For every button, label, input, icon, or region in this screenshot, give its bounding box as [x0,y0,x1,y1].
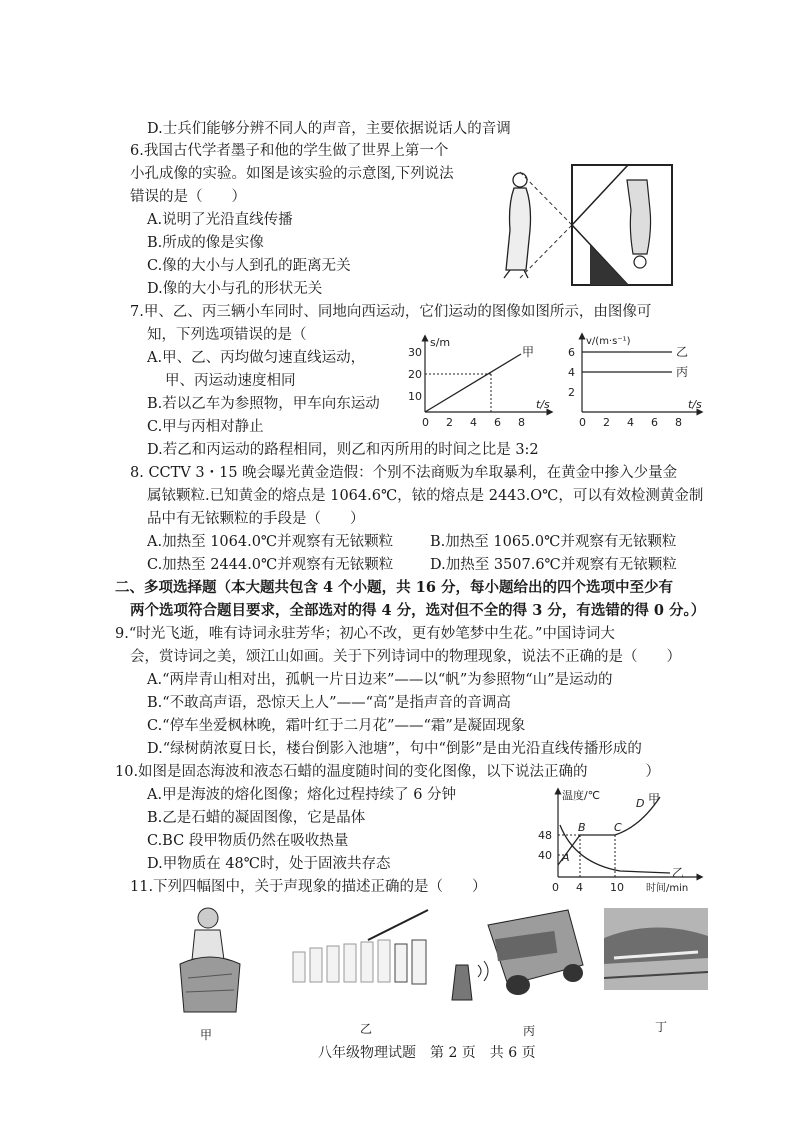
q8-option-d: D.加热至 3507.6℃并观察有无铱颗粒 [430,557,677,573]
q6-stem-line2: 小孔成像的实验。如图是该实验的示意图,下列说法 [130,166,454,182]
section2-heading-line2: 两个选项符合题目要求，全部选对的得 4 分，选对但不全的得 3 分，有选错的得 0 分。） [130,602,706,619]
q9-option-c: C.“停车坐爱枫林晚，霜叶红于二月花”——“霜”是凝固现象 [147,718,526,734]
q7-option-d: D.若乙和丙运动的路程相同，则乙和丙所用的时间之比是 3:2 [147,442,539,458]
q7-g2-curve-label: 丙 [676,365,689,379]
q7-option-a: A.甲、乙、丙均做匀速直线运动， [147,350,366,366]
q7-g2-xtick: 4 [627,416,634,429]
page-footer: 八年级物理试题 第 2 页 共 6 页 [318,1045,536,1061]
q7-g1-xlabel: t/s [536,398,550,411]
q6-option-a: A.说明了光沿直线传播 [147,212,293,228]
q7-g1-xtick: 8 [518,416,525,429]
q10-point-label: D [636,797,645,810]
q7-g1-curve-label: 甲 [522,345,535,359]
q7-g1-line-jia [425,354,521,412]
q7-g1-ytick: 30 [408,346,422,359]
q7-g2-ytick: 6 [568,346,575,359]
q8-option-a: A.加热至 1064.0℃并观察有无铱颗粒 [147,534,394,550]
q7-g1-xtick: 6 [494,416,501,429]
section2-heading-line1: 二、多项选择题（本大题共包含 4 个小题，共 16 分，每小题给出的四个选项中至少有 [115,579,673,596]
q8-stem-line3: 品中有无铱颗粒的手段是（ ） [147,511,365,527]
q10-stem: 10.如图是固态海波和液态石蜡的温度随时间的变化图像，以下说法正确的 ） [115,764,661,780]
q6-stem-line3: 错误的是（ ） [130,189,246,205]
q9-option-a: A.“两岸青山相对出，孤帆一片日边来”——以“帆”为参照物“山”是运动的 [147,672,613,688]
q5-option-d: D.士兵们能够分辨不同人的声音，主要依据说话人的音调 [147,121,511,137]
q7-option-a-cont: 甲、丙运动速度相同 [165,373,296,389]
q7-g1-ytick: 10 [408,390,422,403]
q8-stem-line2: 属铱颗粒.已知黄金的熔点是 1064.6℃，铱的熔点是 2443.O℃，可以有效检测黄金制 [147,488,704,504]
q10-curve-jia [558,797,660,865]
q11-picture-yi [288,900,438,1000]
q7-g2-ylabel: v/(m·s⁻¹) [586,336,631,347]
q7-g1-ylabel: s/m [430,336,451,349]
q10-ylabel: 温度/℃ [562,789,601,802]
q8-option-c: C.加热至 2444.0℃并观察有无铱颗粒 [147,557,394,573]
q7-g2-ytick: 2 [568,386,575,399]
pinhole-camera-figure [490,150,680,300]
q10-curve-label: 甲 [648,792,661,806]
q7-v-t-graph [560,330,710,440]
q7-option-b: B.若以乙车为参照物，甲车向东运动 [147,396,380,412]
q10-temperature-graph [530,785,710,895]
q11-picture-bing [448,905,588,1005]
q10-ytick: 48 [538,829,552,842]
q10-point-label: A [562,851,570,864]
q7-s-t-graph [400,330,560,440]
q7-g1-xtick: 0 [422,416,429,429]
q10-xtick: 4 [576,881,583,894]
q11-caption: 丙 [523,1024,536,1038]
q7-g2-xtick: 8 [675,416,682,429]
q7-g2-curve-label: 乙 [676,345,689,359]
q10-xtick: 10 [610,881,624,894]
q10-xlabel: 时间/min [646,883,689,894]
q9-option-d: D.“绿树荫浓夏日长，楼台倒影入池塘”，句中“倒影”是由光沿直线传播形成的 [147,741,642,757]
q11-picture-jia [170,900,250,1020]
q7-g1-ytick: 20 [408,368,422,381]
q11-caption: 甲 [200,1028,213,1042]
q7-g1-xtick: 2 [446,416,453,429]
q7-stem-line1: 7.甲、乙、丙三辆小车同时、同地向西运动，它们运动的图像如图所示，由图像可 [130,304,652,320]
q6-option-b: B.所成的像是实像 [147,235,264,251]
q10-option-a: A.甲是海波的熔化图像；熔化过程持续了 6 分钟 [147,787,457,803]
q7-g2-xlabel: t/s [688,398,702,411]
q10-ytick: 40 [538,849,552,862]
q11-caption: 丁 [655,1020,668,1034]
q10-point-label: B [578,821,586,834]
q6-option-c: C.像的大小与人到孔的距离无关 [147,258,351,274]
q9-stem-line2: 会，赏诗词之美，颂江山如画。关于下列诗词中的物理现象，说法不正确的是（ ） [130,649,681,665]
q10-option-d: D.甲物质在 48℃时，处于固液共存态 [147,856,391,872]
q8-option-b: B.加热至 1065.0℃并观察有无铱颗粒 [430,534,677,550]
q10-xtick: 0 [552,881,559,894]
q7-stem-line2: 知，下列选项错误的是（ [147,327,307,343]
q7-g2-xtick: 0 [579,416,586,429]
q10-option-b: B.乙是石蜡的凝固图像，它是晶体 [147,810,366,826]
q7-g2-xtick: 2 [603,416,610,429]
q11-picture-ding [604,908,708,990]
q7-option-c: C.甲与丙相对静止 [147,419,264,435]
q7-g2-xtick: 6 [651,416,658,429]
q6-stem-line1: 6.我国古代学者墨子和他的学生做了世界上第一个 [130,143,449,159]
q8-stem-line1: 8. CCTV 3・15 晚会曝光黄金造假：个别不法商贩为牟取暴利，在黄金中掺入少量金 [130,465,678,481]
q9-option-b: B.“不敢高声语，恐惊天上人”——“高”是指声音的音调高 [147,695,511,711]
q10-option-c: C.BC 段甲物质仍然在吸收热量 [147,833,349,849]
q6-option-d: D.像的大小与孔的形状无关 [147,281,323,297]
q7-g2-ytick: 4 [568,366,575,379]
q7-g1-xtick: 4 [470,416,477,429]
q10-curve-label: 乙 [672,866,685,880]
q9-stem-line1: 9.“时光飞逝，唯有诗词永驻芳华；初心不改，更有妙笔梦中生花。”中国诗词大 [115,626,615,642]
q10-point-label: C [614,821,622,834]
q11-caption: 乙 [360,1022,373,1036]
q11-stem: 11.下列四幅图中，关于声现象的描述正确的是（ ） [130,879,487,895]
